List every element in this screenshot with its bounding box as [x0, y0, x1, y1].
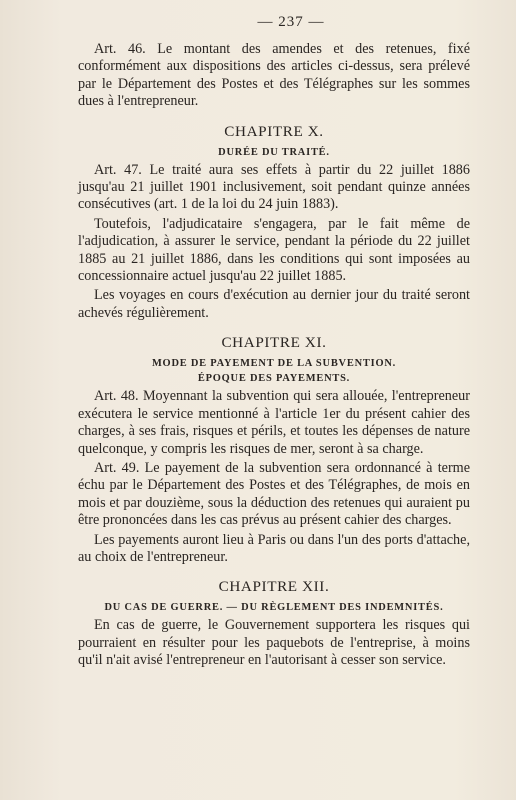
- chapter-10-paragraph-2: Toutefois, l'adjudicataire s'engagera, par le fait même de l'adjudication, à assurer le service, pendant la période du 22 juillet 1885 au 21 juillet 1886, dans les conditions qui sont imposées au concessionnaire actuel jusqu'au 22 juillet 1885.: [78, 215, 470, 285]
- chapter-12-subtitle: DU CAS DE GUERRE. — DU RÈGLEMENT DES INDEMNITÉS.: [104, 602, 444, 614]
- article-47-paragraph: Art. 47. Le traité aura ses effets à partir du 22 juillet 1886 jusqu'au 21 juillet 1901 inclusivement, soit pendant quinze années consécutives (art. 1 de la loi du 24 juin 1883).: [78, 161, 470, 213]
- chapter-11-paragraph-3: Les payements auront lieu à Paris ou dans l'un des ports d'attache, au choix de l'entrepreneur.: [78, 531, 470, 565]
- page-number: — 237 —: [257, 14, 325, 30]
- chapter-10-subtitle: DURÉE DU TRAITÉ.: [218, 146, 330, 158]
- article-48-paragraph: Art. 48. Moyennant la subvention qui sera allouée, l'entrepreneur exécutera le service mentionné à l'article 1er du présent cahier des charges, à ses frais, risques et périls, et toutes les dépenses de nature quelconque, y compris les risques de mer, seront à sa charge.: [78, 388, 470, 457]
- article-49-paragraph: Art. 49. Le payement de la subvention sera ordonnancé à terme échu par le Département des Postes et des Télégraphes, de mois en mois et par douzième, sous la déduction des retenues qui auraient pu être prononcées dans les cas prévus au présent cahier des charges.: [78, 459, 470, 529]
- chapter-11-subtitle-2: ÉPOQUE DES PAYEMENTS.: [197, 373, 351, 385]
- chapter-10-title: CHAPITRE X.: [224, 122, 324, 140]
- chapter-11-subtitle-1: MODE DE PAYEMENT DE LA SUBVENTION.: [151, 358, 397, 370]
- article-46-paragraph: Art. 46. Le montant des amendes et des retenues, fixé conformément aux dispositions des articles ci-dessus, sera prélevé par le Département des Postes et des Télégraphes sur les sommes dues à l'entrepreneur.: [78, 41, 470, 110]
- chapter-10-paragraph-3: Les voyages en cours d'exécution au dernier jour du traité seront achevés régulièrement.: [78, 287, 470, 321]
- chapter-11-title: CHAPITRE XI.: [221, 334, 327, 352]
- chapter-12-paragraph-1: En cas de guerre, le Gouvernement supportera les risques qui pourraient en résulter pour les paquebots de l'entreprise, à moins qu'il n'ait avisé l'entrepreneur en l'autorisant à cesser son service.: [78, 617, 470, 669]
- chapter-12-title: CHAPITRE XII.: [218, 578, 330, 596]
